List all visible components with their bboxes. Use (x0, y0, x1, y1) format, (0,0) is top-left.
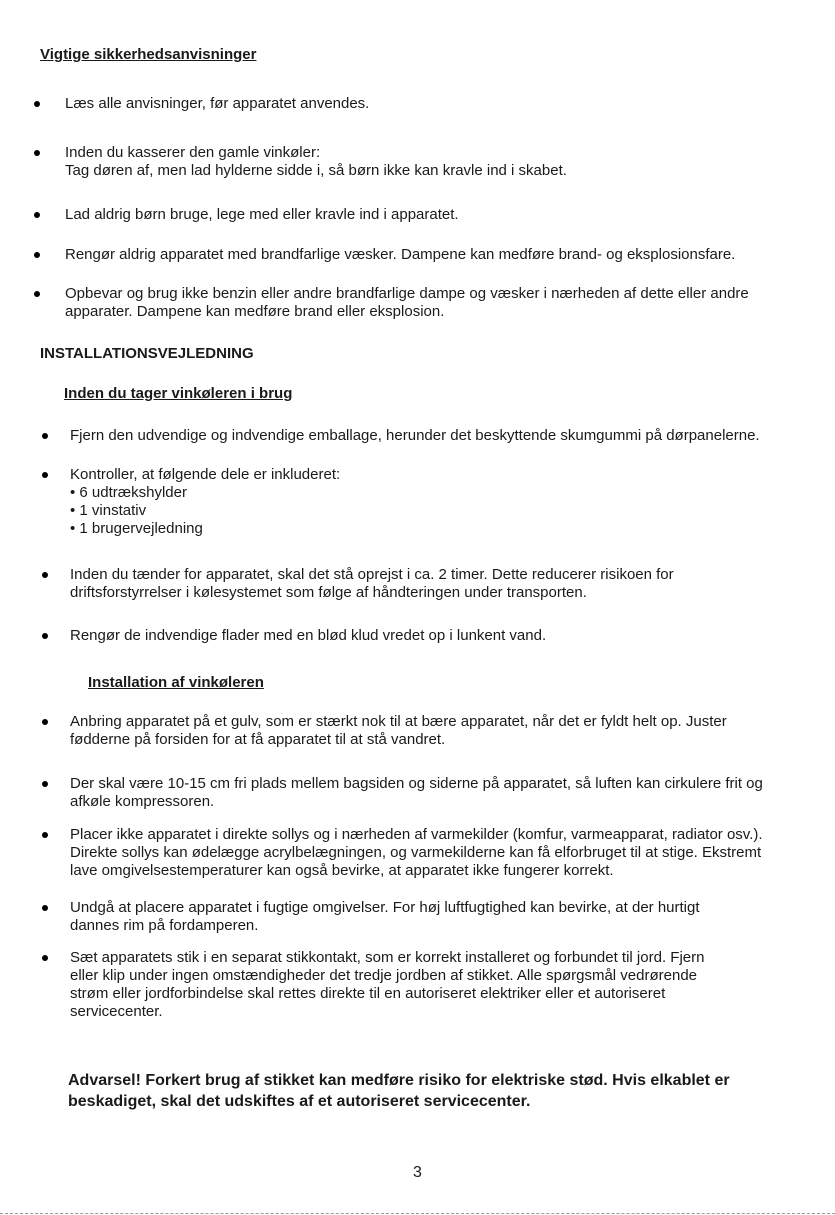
bullet-icon (42, 572, 48, 578)
list-item-text: Direkte sollys kan ødelægge acrylbelægningen, og varmekilderne kan få elforbruget til at stige. Ekstremt (70, 844, 762, 861)
before-use-heading: Inden du tager vinkøleren i brug (64, 385, 293, 402)
list-item-text: servicecenter. (70, 1003, 163, 1020)
bullet-icon (34, 291, 40, 297)
installation-heading: INSTALLATIONSVEJLEDNING (40, 345, 254, 362)
list-item-text: Opbevar og brug ikke benzin eller andre brandfarlige dampe og væsker i nærheden af dette eller andre (65, 285, 749, 302)
warning-line: beskadiget, skal det udskiftes af et autoriseret servicecenter. (68, 1093, 531, 1110)
bullet-icon (42, 472, 48, 478)
bullet-icon (42, 433, 48, 439)
list-item-text: Lad aldrig børn bruge, lege med eller kravle ind i apparatet. (65, 206, 459, 223)
setup-heading: Installation af vinkøleren (88, 674, 264, 691)
list-item-text: Anbring apparatet på et gulv, som er stærkt nok til at bære apparatet, når det er fyldt helt op. Juster (70, 713, 727, 730)
bullet-icon (42, 905, 48, 911)
list-item-text: afkøle kompressoren. (70, 793, 215, 810)
list-item-text: Kontroller, at følgende dele er inkluderet: (70, 466, 341, 483)
bullet-icon (34, 252, 40, 258)
warning-line: Advarsel! Forkert brug af stikket kan medføre risiko for elektriske stød. Hvis elkablet er (68, 1072, 730, 1089)
list-item-text: Placer ikke apparatet i direkte sollys og i nærheden af varmekilder (komfur, varmeapparat, radiator osv.). (70, 826, 763, 843)
list-item-text: • 1 brugervejledning (70, 520, 203, 537)
list-item-text: Læs alle anvisninger, før apparatet anvendes. (65, 95, 370, 112)
list-item-text: eller klip under ingen omstændigheder det tredje jordben af stikket. Alle spørgsmål vedrørende (70, 967, 697, 984)
bullet-icon (34, 212, 40, 218)
list-item-text: Tag døren af, men lad hylderne sidde i, så børn ikke kan kravle ind i skabet. (65, 162, 567, 179)
warning-text (68, 1070, 730, 1112)
list-item-text: strøm eller jordforbindelse skal rettes direkte til en autoriseret elektriker eller et autoriseret (70, 985, 666, 1002)
list-item-text: driftsforstyrrelser i kølesystemet som følge af håndteringen under transporten. (70, 584, 587, 601)
list-item-text: apparater. Dampene kan medføre brand eller eksplosion. (65, 303, 445, 320)
list-item-text: fødderne på forsiden for at få apparatet til at stå vandret. (70, 731, 446, 748)
list-item-text: Undgå at placere apparatet i fugtige omgivelser. For høj luftfugtighed kan bevirke, at der hurtigt (70, 899, 700, 916)
bullet-icon (42, 719, 48, 725)
page-number: 3 (413, 1164, 422, 1181)
list-item-text: Sæt apparatets stik i en separat stikkontakt, som er korrekt installeret og forbundet til jord. Fjern (70, 949, 705, 966)
safety-heading: Vigtige sikkerhedsanvisninger (40, 46, 257, 63)
bullet-icon (42, 832, 48, 838)
list-item-text: • 1 vinstativ (70, 502, 147, 519)
bullet-icon (34, 101, 40, 107)
list-item-text: • 6 udtrækshylder (70, 484, 187, 501)
list-item-text: Inden du tænder for apparatet, skal det stå oprejst i ca. 2 timer. Dette reducerer risikoen for (70, 566, 674, 583)
list-item-text: Rengør aldrig apparatet med brandfarlige væsker. Dampene kan medføre brand- og eksplosionsfare. (65, 246, 736, 263)
bullet-icon (42, 955, 48, 961)
bullet-icon (42, 781, 48, 787)
list-item-text: lave omgivelsestemperaturer kan også bevirke, at apparatet ikke fungerer korrekt. (70, 862, 614, 879)
bullet-icon (34, 150, 40, 156)
list-item-text: Der skal være 10-15 cm fri plads mellem bagsiden og siderne på apparatet, så luften kan cirkulere frit og (70, 775, 763, 792)
list-item-text: dannes rim på fordamperen. (70, 917, 259, 934)
page-edge-divider (0, 1213, 835, 1214)
list-item-text: Inden du kasserer den gamle vinkøler: (65, 144, 321, 161)
list-item-text: Fjern den udvendige og indvendige emballage, herunder det beskyttende skumgummi på dørpanelerne. (70, 427, 760, 444)
bullet-icon (42, 633, 48, 639)
list-item-text: Rengør de indvendige flader med en blød klud vredet op i lunkent vand. (70, 627, 547, 644)
